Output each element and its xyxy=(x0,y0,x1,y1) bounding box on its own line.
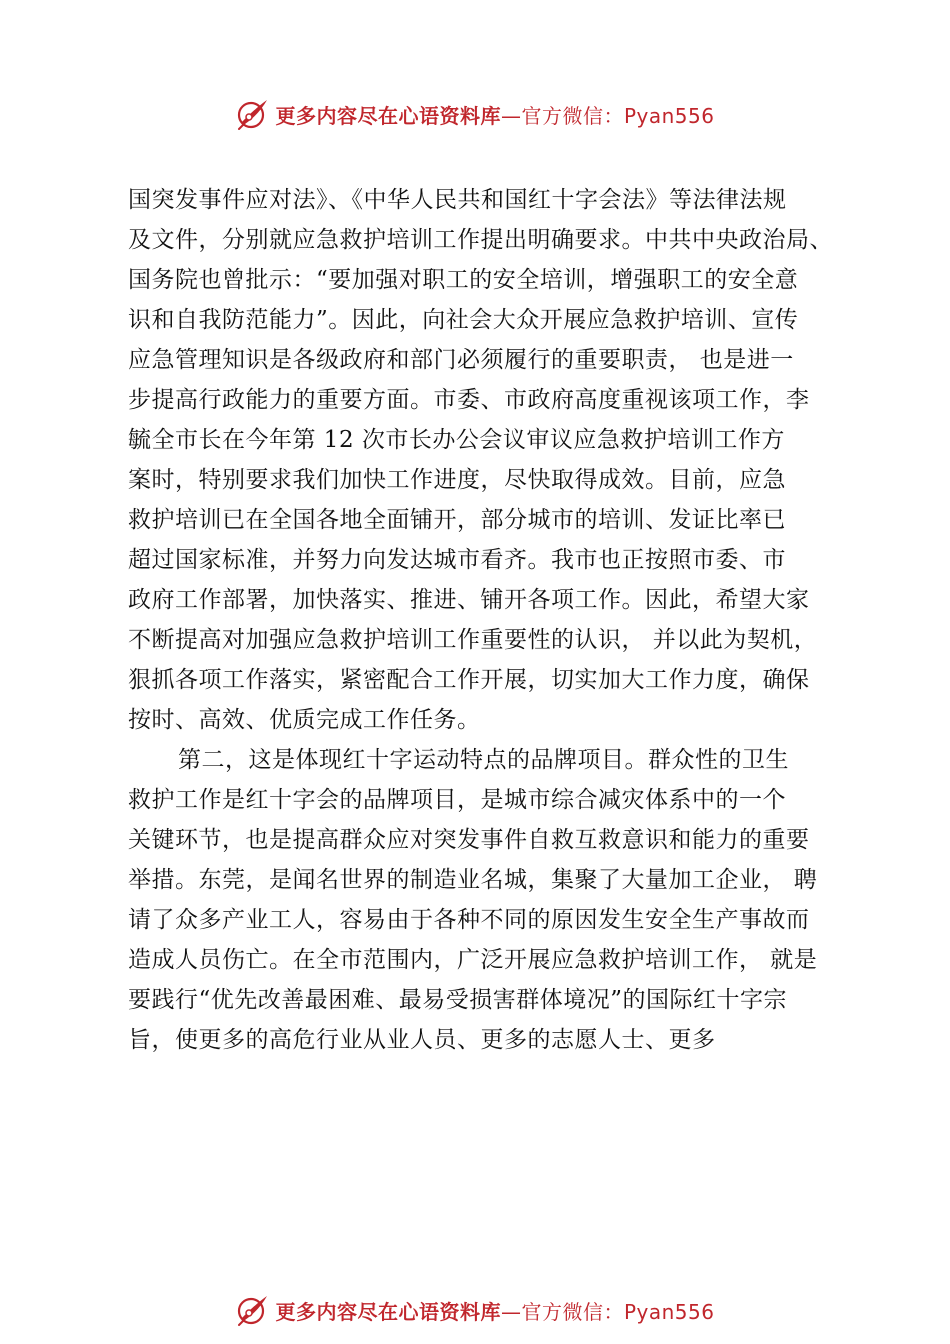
text-line: 举措。东莞，是闻名世界的制造业名城，集聚了大量加工企业， 聘 xyxy=(128,867,818,893)
text-line: 识和自我防范能力”。因此，向社会大众开展应急救护培训、宣传 xyxy=(128,307,799,333)
quill-pen-logo-icon xyxy=(235,97,269,131)
text-line: 要践行“优先改善最困难、最易受损害群体境况”的国际红十字宗 xyxy=(128,987,788,1013)
header-brand-text: 更多内容尽在心语资料库 xyxy=(275,103,501,128)
footer-separator: — xyxy=(500,1299,522,1324)
text-line: 请了众多产业工人，容易由于各种不同的原因发生安全生产事故而 xyxy=(128,907,810,933)
text-line: 政府工作部署，加快落实、推进、铺开各项工作。因此，希望大家 xyxy=(128,587,810,613)
quill-pen-logo-icon xyxy=(235,1293,269,1327)
text-line: 狠抓各项工作落实，紧密配合工作开展，切实加大工作力度，确保 xyxy=(128,667,810,693)
footer-banner-text xyxy=(275,1296,714,1325)
text-line: 救护培训已在全国各地全面铺开，部分城市的培训、发证比率已 xyxy=(128,507,786,533)
text-line: 旨，使更多的高危行业从业人员、更多的志愿人士、更多 xyxy=(128,1027,716,1053)
text-line: 按时、高效、优质完成工作任务。 xyxy=(128,707,481,733)
text-line: 应急管理知识是各级政府和部门必须履行的重要职责， 也是进一 xyxy=(128,347,794,373)
header-contact-text: 官方微信：Pyan556 xyxy=(521,103,715,128)
header-banner xyxy=(0,94,950,134)
header-banner-text xyxy=(275,100,714,129)
footer-contact-text: 官方微信：Pyan556 xyxy=(521,1299,715,1324)
text-line: 案时，特别要求我们加快工作进度，尽快取得成效。目前，应急 xyxy=(128,467,786,493)
document-body xyxy=(128,180,848,1060)
text-line: 造成人员伤亡。在全市范围内，广泛开展应急救护培训工作， 就是 xyxy=(128,947,818,973)
text-line: 超过国家标准，并努力向发达城市看齐。我市也正按照市委、市 xyxy=(128,547,786,573)
footer-banner xyxy=(0,1290,950,1330)
text-line: 不断提高对加强应急救护培训工作重要性的认识， 并以此为契机， xyxy=(128,627,818,653)
footer-brand-text: 更多内容尽在心语资料库 xyxy=(275,1299,501,1324)
text-line: 毓全市长在今年第 12 次市长办公会议审议应急救护培训工作方 xyxy=(128,427,785,453)
paragraph-start-line: 第二，这是体现红十字运动特点的品牌项目。群众性的卫生 xyxy=(178,747,789,773)
text-line: 及文件，分别就应急救护培训工作提出明确要求。中共中央政治局、 xyxy=(128,227,833,253)
text-line: 关键环节，也是提高群众应对突发事件自救互救意识和能力的重要 xyxy=(128,827,810,853)
text-line: 救护工作是红十字会的品牌项目，是城市综合减灾体系中的一个 xyxy=(128,787,786,813)
text-line: 步提高行政能力的重要方面。市委、市政府高度重视该项工作，李 xyxy=(128,387,810,413)
header-separator: — xyxy=(500,103,522,128)
text-line: 国务院也曾批示：“要加强对职工的安全培训，增强职工的安全意 xyxy=(128,267,799,293)
text-line: 国突发事件应对法》、《中华人民共和国红十字会法》等法律法规 xyxy=(128,187,787,213)
